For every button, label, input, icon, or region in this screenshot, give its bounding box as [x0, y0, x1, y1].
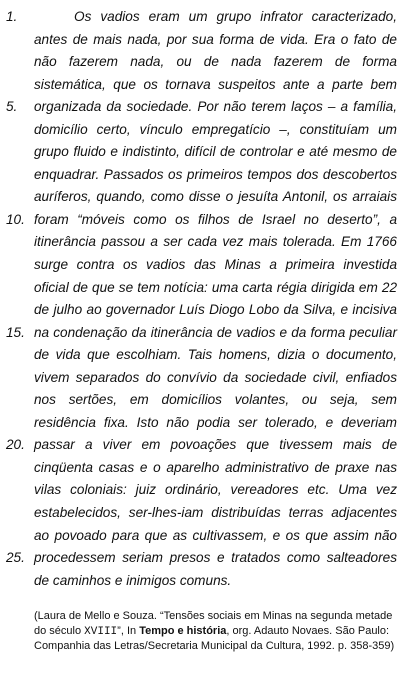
passage-line — [0, 254, 419, 277]
passage-line — [0, 344, 419, 367]
citation-century: XVIII — [84, 625, 118, 638]
line-text: estabelecidos, ser-lhes-iam distribuídas terras adjacentes — [34, 505, 397, 521]
passage-line — [0, 29, 419, 52]
line-text: domicílio certo, vínculo empregatício –, constituíam um — [34, 121, 397, 137]
line-text: organizada da sociedade. Por não terem laços – a família, — [34, 99, 397, 115]
line-text: na condenação da itinerância de vadios e da forma peculiar — [34, 324, 397, 340]
passage-line — [0, 322, 419, 345]
line-text: de julho ao governador Luís Diogo Lobo da Silva, e incisiva — [34, 302, 397, 318]
line-number: 10. — [6, 211, 25, 227]
passage-line — [0, 96, 419, 119]
citation-text: (Laura de Mello e Souza. “Tensões sociais em Minas na segunda metade do século — [34, 610, 393, 637]
passage-line — [0, 434, 419, 457]
passage-line — [0, 457, 419, 480]
line-text: não fazerem nada, ou de nada fazerem de forma — [34, 54, 397, 70]
passage-line — [0, 119, 419, 142]
passage-line — [0, 479, 419, 502]
line-text: Os vadios eram um grupo infrator caracterizado, — [74, 9, 397, 24]
passage-line — [0, 186, 419, 209]
passage-line — [0, 299, 419, 322]
passage-line — [0, 6, 419, 29]
line-number: 25. — [6, 550, 25, 566]
passage-line — [0, 389, 419, 412]
line-text: enquadrar. Passados os primeiros tempos dos descobertos — [34, 166, 397, 182]
line-text: de vida que escolhiam. Tais homens, dizia o documento, — [34, 347, 397, 363]
citation-text: , org. Adauto Novaes. São Paulo: Companhia das Letras/Secretaria Municipal da Cultura, 1992. p. 358-359) — [34, 624, 395, 652]
line-text: residência fixa. Isto não podia ser tolerado, e deveriam — [34, 414, 397, 430]
passage-line — [0, 367, 419, 390]
passage-line — [0, 277, 419, 300]
passage-text — [0, 6, 419, 592]
passage-line — [0, 141, 419, 164]
citation-book-title: Tempo e história — [139, 624, 227, 637]
line-text: de caminhos e inimigos comuns. — [34, 572, 232, 588]
passage-line — [0, 231, 419, 254]
passage-line — [0, 502, 419, 525]
line-text: passar a viver em povoações que tivessem mais de — [34, 437, 397, 453]
passage-line — [0, 164, 419, 187]
line-text: grupo fluido e indistinto, difícil de controlar e até mesmo de — [34, 144, 397, 160]
passage-line — [0, 74, 419, 97]
citation-text: ”, In — [117, 624, 140, 637]
passage-line — [0, 209, 419, 232]
passage-line — [0, 412, 419, 435]
line-text: ao povoado para que as cultivassem, e os que assim não — [34, 527, 397, 543]
line-number: 1. — [6, 9, 18, 24]
source-citation — [34, 609, 400, 654]
passage-line — [0, 547, 419, 570]
line-text: foram “móveis como os filhos de Israel no deserto”, a — [34, 211, 397, 227]
line-text: sistemática, que os tornava suspeitos ante a parte bem — [34, 76, 397, 92]
passage-line — [0, 525, 419, 548]
line-text: nos sertões, em domicílios volantes, ou seja, sem — [34, 392, 397, 408]
line-text: auríferos, quando, como disse o jesuíta Antonil, os arraiais — [34, 189, 397, 205]
line-text: itinerância passou a ser cada vez mais tolerada. Em 1766 — [34, 234, 397, 250]
line-text: procedessem seriam presos e tratados como salteadores — [34, 550, 397, 566]
line-text: oficial de que se tem notícia: uma carta régia dirigida em 22 — [34, 279, 397, 295]
line-text: vilas coloniais: juiz ordinário, vereadores etc. Uma vez — [34, 482, 397, 498]
line-number: 5. — [6, 99, 18, 115]
line-text: cinqüenta casas e o aparelho administrativo de praxe nas — [34, 459, 397, 475]
line-text: surge contra os vadios das Minas a primeira investida — [34, 257, 397, 273]
passage-line — [0, 51, 419, 74]
line-text: vivem separados do convívio da sociedade civil, enfiados — [34, 369, 397, 385]
line-number: 20. — [6, 437, 25, 453]
passage-line — [0, 570, 419, 593]
line-number: 15. — [6, 324, 25, 340]
line-text: antes de mais nada, por sua forma de vida. Era o fato de — [34, 31, 397, 47]
